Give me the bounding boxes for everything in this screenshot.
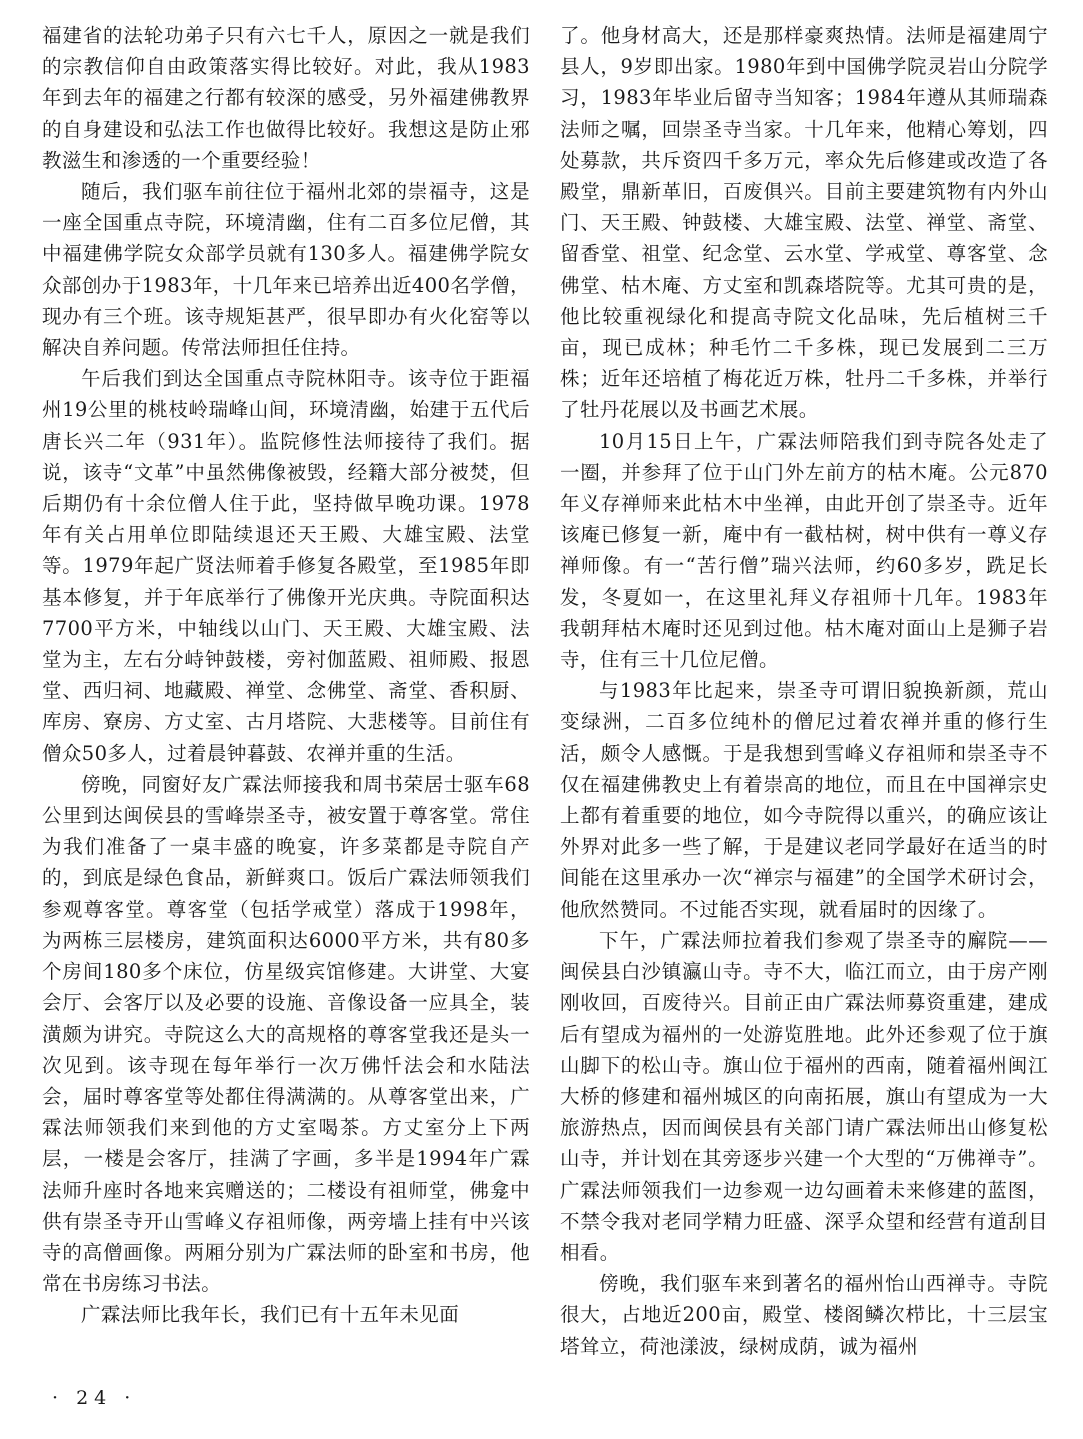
page-number: · 24 ·	[52, 1387, 137, 1409]
paragraph: 了。他身材高大，还是那样豪爽热情。法师是福建周宁县人，9岁即出家。1980年到中国佛学院灵岩山分院学习，1983年毕业后留寺当知客；1984年遵从其师瑞森法师之嘱，回崇圣寺当家。十几年来，他精心筹划，四处募款，共斥资四千多万元，率众先后修建或改造了各殿堂，鼎新革旧，百废俱兴。目前主要建筑物有内外山门、天王殿、钟鼓楼、大雄宝殿、法堂、禅堂、斋堂、留香堂、祖堂、纪念堂、云水堂、学戒堂、尊客堂、念佛堂、枯木庵、方丈室和凯森塔院等。尤其可贵的是，他比较重视绿化和提高寺院文化品味，先后植树三千亩，现已成林；种毛竹二千多株，现已发展到二三万株；近年还培植了梅花近万株，牡丹二千多株，并举行了牡丹花展以及书画艺术展。	[560, 24, 1048, 422]
paragraph: 傍晚，同窗好友广霖法师接我和周书荣居士驱车68公里到达闽侯县的雪峰崇圣寺，被安置于尊客堂。常住为我们准备了一桌丰盛的晚宴，许多菜都是寺院自产的，到底是绿色食品，新鲜爽口。饭后广霖法师领我们参观尊客堂。尊客堂（包括学戒堂）落成于1998年，为两栋三层楼房，建筑面积达6000平方米，共有80多个房间180多个床位，仿星级宾馆修建。大讲堂、大宴会厅、会客厅以及必要的设施、音像设备一应具全，装潢颇为讲究。寺院这么大的高规格的尊客堂我还是头一次见到。该寺现在每年举行一次万佛忏法会和水陆法会，届时尊客堂等处都住得满满的。从尊客堂出来，广霖法师领我们来到他的方丈室喝茶。方丈室分上下两层，一楼是会客厅，挂满了字画，多半是1994年广霖法师升座时各地来宾赠送的；二楼设有祖师堂，佛龛中供有崇圣寺开山雪峰义存祖师像，两旁墙上挂有中兴该寺的高僧画像。两厢分别为广霖法师的卧室和书房，他常在书房练习书法。	[42, 772, 530, 1296]
left-text-column	[42, 20, 530, 1331]
paragraph: 10月15日上午，广霖法师陪我们到寺院各处走了一圈，并参拜了位于山门外左前方的枯木庵。公元870年义存禅师来此枯木中坐禅，由此开创了崇圣寺。近年该庵已修复一新，庵中有一截枯树，树中供有一尊义存禅师像。有一“苦行僧”瑞兴法师，约60多岁，跣足长发，冬夏如一，在这里礼拜义存祖师十几年。1983年我朝拜枯木庵时还见到过他。枯木庵对面山上是狮子岩寺，住有三十几位尼僧。	[560, 429, 1048, 672]
paragraph: 随后，我们驱车前往位于福州北郊的崇福寺，这是一座全国重点寺院，环境清幽，住有二百多位尼僧，其中福建佛学院女众部学员就有130多人。福建佛学院女众部创办于1983年，十几年来已培养出近400名学僧，现办有三个班。该寺规矩甚严，很早即办有火化窑等以解决自养问题。传常法师担任住持。	[42, 180, 530, 360]
paragraph: 广霖法师比我年长，我们已有十五年未见面	[81, 1303, 460, 1327]
right-text-column	[560, 20, 1048, 1362]
paragraph: 午后我们到达全国重点寺院林阳寺。该寺位于距福州19公里的桃枝岭瑞峰山间，环境清幽，始建于五代后唐长兴二年（931年）。监院修性法师接待了我们。据说，该寺“文革”中虽然佛像被毁，经籍大部分被焚，但后期仍有十余位僧人住于此，坚持做早晚功课。1978年有关占用单位即陆续退还天王殿、大雄宝殿、法堂等。1979年起广贤法师着手修复各殿堂，至1985年即基本修复，并于年底举行了佛像开光庆典。寺院面积达7700平方米，中轴线以山门、天王殿、大雄宝殿、法堂为主，左右分峙钟鼓楼，旁衬伽蓝殿、祖师殿、报恩堂、西归祠、地藏殿、禅堂、念佛堂、斋堂、香积厨、库房、寮房、方丈室、古月塔院、大悲楼等。目前住有僧众50多人，过着晨钟暮鼓、农禅并重的生活。	[42, 367, 530, 765]
paragraph: 福建省的法轮功弟子只有六七千人，原因之一就是我们的宗教信仰自由政策落实得比较好。对此，我从1983年到去年的福建之行都有较深的感受，另外福建佛教界的自身建设和弘法工作也做得比较好。我想这是防止邪教滋生和渗透的一个重要经验！	[42, 24, 530, 172]
paragraph: 与1983年比起来，崇圣寺可谓旧貌换新颜，荒山变绿洲，二百多位纯朴的僧尼过着农禅并重的修行生活，颇令人感慨。于是我想到雪峰义存祖师和崇圣寺不仅在福建佛教史上有着崇高的地位，而且在中国禅宗史上都有着重要的地位，如今寺院得以重兴，的确应该让外界对此多一些了解，于是建议老同学最好在适当的时间能在这里承办一次“禅宗与福建”的全国学术研讨会，他欣然赞同。不过能否实现，就看届时的因缘了。	[560, 679, 1048, 921]
paragraph: 下午，广霖法师拉着我们参观了崇圣寺的廨院——闽侯县白沙镇瀛山寺。寺不大，临江而立，由于房产刚刚收回，百废待兴。目前正由广霖法师募资重建，建成后有望成为福州的一处游览胜地。此外还参观了位于旗山脚下的松山寺。旗山位于福州的西南，随着福州闽江大桥的修建和福州城区的向南拓展，旗山有望成为一大旅游热点，因而闽侯县有关部门请广霖法师出山修复松山寺，并计划在其旁逐步兴建一个大型的“万佛禅寺”。广霖法师领我们一边参观一边勾画着未来修建的蓝图，不禁令我对老同学精力旺盛、深孚众望和经营有道刮目相看。	[560, 928, 1048, 1264]
paragraph: 傍晚，我们驱车来到著名的福州怡山西禅寺。寺院很大，占地近200亩，殿堂、楼阁鳞次栉比，十三层宝塔耸立，荷池漾波，绿树成荫，诚为福州	[560, 1272, 1048, 1358]
